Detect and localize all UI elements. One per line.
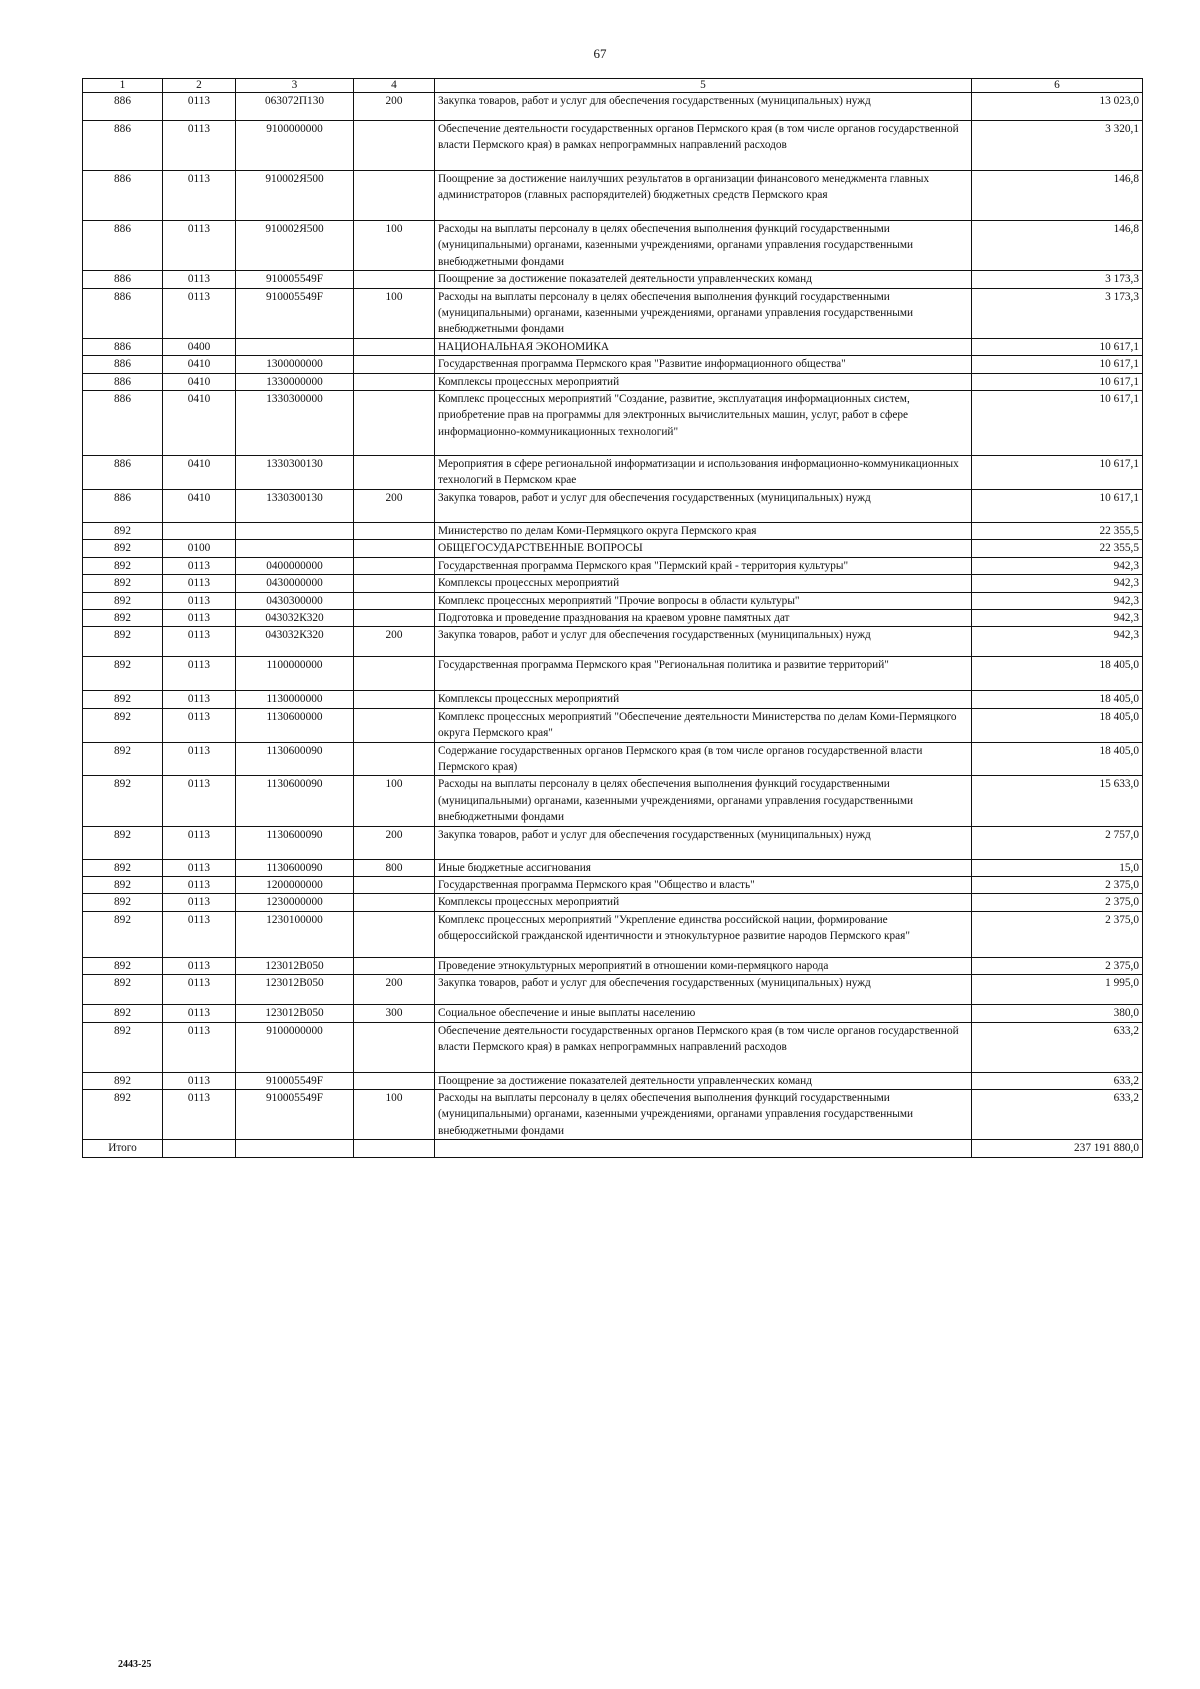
cell-description: Комплекс процессных мероприятий "Прочие вопросы в области культуры" — [435, 592, 972, 609]
cell-ministry-code: 886 — [83, 271, 163, 288]
total-row — [83, 1140, 1143, 1157]
cell-description: Комплексы процессных мероприятий — [435, 894, 972, 911]
cell-section-code: 0100 — [163, 540, 236, 557]
cell-expense-type — [354, 575, 435, 592]
cell-target-code: 9100000000 — [236, 1022, 354, 1072]
table-row — [83, 911, 1143, 957]
cell-expense-type — [354, 592, 435, 609]
cell-ministry-code: 892 — [83, 911, 163, 957]
cell-amount: 10 617,1 — [972, 338, 1143, 355]
cell-expense-type — [354, 391, 435, 456]
cell-ministry-code: 892 — [83, 742, 163, 776]
cell-target-code: 910005549F — [236, 1072, 354, 1089]
table-cell — [354, 1140, 435, 1157]
table-row — [83, 540, 1143, 557]
cell-amount: 2 375,0 — [972, 876, 1143, 893]
table-row — [83, 657, 1143, 691]
cell-target-code: 910002Я500 — [236, 171, 354, 221]
table-cell — [236, 1140, 354, 1157]
cell-expense-type — [354, 171, 435, 221]
cell-target-code: 043032К320 — [236, 609, 354, 626]
cell-amount: 146,8 — [972, 171, 1143, 221]
cell-target-code: 0400000000 — [236, 557, 354, 574]
cell-ministry-code: 892 — [83, 557, 163, 574]
cell-target-code: 1300000000 — [236, 356, 354, 373]
cell-description: Комплексы процессных мероприятий — [435, 575, 972, 592]
cell-target-code: 1330300130 — [236, 456, 354, 490]
cell-expense-type — [354, 742, 435, 776]
table-row — [83, 1072, 1143, 1089]
cell-section-code: 0113 — [163, 93, 236, 121]
cell-amount: 10 617,1 — [972, 489, 1143, 522]
table-row — [83, 826, 1143, 859]
cell-expense-type — [354, 338, 435, 355]
table-row — [83, 288, 1143, 338]
cell-expense-type: 200 — [354, 826, 435, 859]
cell-amount: 22 355,5 — [972, 540, 1143, 557]
cell-ministry-code: 892 — [83, 657, 163, 691]
cell-target-code: 1330000000 — [236, 373, 354, 390]
cell-ministry-code: 886 — [83, 288, 163, 338]
cell-section-code: 0113 — [163, 859, 236, 876]
cell-expense-type — [354, 121, 435, 171]
cell-ministry-code: 886 — [83, 456, 163, 490]
cell-expense-type: 100 — [354, 221, 435, 271]
cell-expense-type — [354, 1072, 435, 1089]
table-cell — [163, 1140, 236, 1157]
table-row — [83, 691, 1143, 708]
cell-amount: 942,3 — [972, 627, 1143, 657]
table-row — [83, 742, 1143, 776]
cell-ministry-code: 892 — [83, 592, 163, 609]
cell-expense-type — [354, 657, 435, 691]
cell-amount: 18 405,0 — [972, 708, 1143, 742]
table-row — [83, 592, 1143, 609]
cell-expense-type — [354, 1022, 435, 1072]
table-row — [83, 1022, 1143, 1072]
cell-target-code: 9100000000 — [236, 121, 354, 171]
cell-section-code: 0113 — [163, 288, 236, 338]
total-label: Итого — [83, 1140, 163, 1157]
cell-target-code: 1130000000 — [236, 691, 354, 708]
table-row — [83, 356, 1143, 373]
cell-section-code: 0410 — [163, 489, 236, 522]
cell-ministry-code: 886 — [83, 356, 163, 373]
cell-target-code — [236, 540, 354, 557]
cell-amount: 10 617,1 — [972, 356, 1143, 373]
cell-description: Расходы на выплаты персоналу в целях обеспечения выполнения функций государственными (муниципальными) органами, казенными учреждениями, органами управления государственными внебюджетными фондами — [435, 288, 972, 338]
cell-expense-type — [354, 691, 435, 708]
cell-expense-type — [354, 456, 435, 490]
cell-target-code: 1130600090 — [236, 776, 354, 826]
cell-ministry-code: 892 — [83, 859, 163, 876]
table-row — [83, 1005, 1143, 1022]
column-header: 1 — [83, 79, 163, 93]
cell-ministry-code: 892 — [83, 708, 163, 742]
cell-description: Расходы на выплаты персоналу в целях обеспечения выполнения функций государственными (муниципальными) органами, казенными учреждениями, органами управления государственными внебюджетными фондами — [435, 221, 972, 271]
cell-ministry-code: 892 — [83, 1022, 163, 1072]
cell-section-code: 0113 — [163, 708, 236, 742]
cell-expense-type: 800 — [354, 859, 435, 876]
cell-ministry-code: 886 — [83, 93, 163, 121]
column-header: 6 — [972, 79, 1143, 93]
cell-section-code: 0113 — [163, 1005, 236, 1022]
table-header-row — [83, 79, 1143, 93]
cell-description: Закупка товаров, работ и услуг для обеспечения государственных (муниципальных) нужд — [435, 627, 972, 657]
column-header: 5 — [435, 79, 972, 93]
cell-amount: 18 405,0 — [972, 742, 1143, 776]
cell-expense-type — [354, 708, 435, 742]
cell-target-code: 1230100000 — [236, 911, 354, 957]
cell-target-code: 910002Я500 — [236, 221, 354, 271]
table-row — [83, 271, 1143, 288]
cell-section-code: 0410 — [163, 356, 236, 373]
cell-target-code: 1200000000 — [236, 876, 354, 893]
table-row — [83, 876, 1143, 893]
cell-section-code: 0113 — [163, 657, 236, 691]
cell-target-code: 0430000000 — [236, 575, 354, 592]
cell-section-code: 0113 — [163, 876, 236, 893]
cell-ministry-code: 892 — [83, 540, 163, 557]
cell-section-code — [163, 522, 236, 539]
cell-ministry-code: 892 — [83, 627, 163, 657]
cell-target-code: 0430300000 — [236, 592, 354, 609]
cell-target-code: 123012В050 — [236, 957, 354, 974]
cell-description: Закупка товаров, работ и услуг для обеспечения государственных (муниципальных) нужд — [435, 975, 972, 1005]
cell-amount: 10 617,1 — [972, 373, 1143, 390]
cell-description: Государственная программа Пермского края "Общество и власть" — [435, 876, 972, 893]
column-header: 2 — [163, 79, 236, 93]
cell-amount: 633,2 — [972, 1090, 1143, 1140]
cell-section-code: 0113 — [163, 592, 236, 609]
cell-section-code: 0113 — [163, 911, 236, 957]
cell-expense-type: 100 — [354, 288, 435, 338]
table-body — [83, 93, 1143, 1140]
table-row — [83, 171, 1143, 221]
cell-section-code: 0113 — [163, 957, 236, 974]
cell-target-code: 123012В050 — [236, 1005, 354, 1022]
cell-amount: 2 375,0 — [972, 957, 1143, 974]
cell-expense-type: 200 — [354, 489, 435, 522]
cell-ministry-code: 886 — [83, 391, 163, 456]
cell-amount: 2 757,0 — [972, 826, 1143, 859]
table-row — [83, 221, 1143, 271]
cell-amount: 633,2 — [972, 1072, 1143, 1089]
cell-section-code: 0113 — [163, 627, 236, 657]
cell-description: Комплекс процессных мероприятий "Создание, развитие, эксплуатация информационных систем, приобретение прав на программы для электронных вычислительных машин, услуг, работ в сфере информационно-коммуникационных технологий" — [435, 391, 972, 456]
cell-amount: 1 995,0 — [972, 975, 1143, 1005]
cell-amount: 10 617,1 — [972, 456, 1143, 490]
cell-expense-type: 100 — [354, 1090, 435, 1140]
cell-section-code: 0113 — [163, 557, 236, 574]
table-row — [83, 575, 1143, 592]
table-row — [83, 93, 1143, 121]
cell-section-code: 0113 — [163, 271, 236, 288]
cell-description: Иные бюджетные ассигнования — [435, 859, 972, 876]
cell-section-code: 0113 — [163, 171, 236, 221]
cell-expense-type: 100 — [354, 776, 435, 826]
cell-expense-type: 300 — [354, 1005, 435, 1022]
cell-target-code — [236, 338, 354, 355]
cell-description: Комплексы процессных мероприятий — [435, 373, 972, 390]
table-row — [83, 776, 1143, 826]
cell-amount: 13 023,0 — [972, 93, 1143, 121]
cell-section-code: 0113 — [163, 776, 236, 826]
table-row — [83, 708, 1143, 742]
cell-amount: 380,0 — [972, 1005, 1143, 1022]
table-row — [83, 1090, 1143, 1140]
cell-amount: 3 173,3 — [972, 288, 1143, 338]
cell-expense-type — [354, 957, 435, 974]
cell-section-code: 0113 — [163, 894, 236, 911]
cell-section-code: 0113 — [163, 575, 236, 592]
cell-amount: 942,3 — [972, 592, 1143, 609]
cell-expense-type — [354, 609, 435, 626]
cell-target-code: 1130600000 — [236, 708, 354, 742]
cell-description: Государственная программа Пермского края "Развитие информационного общества" — [435, 356, 972, 373]
table-row — [83, 522, 1143, 539]
cell-target-code: 1230000000 — [236, 894, 354, 911]
table-row — [83, 894, 1143, 911]
cell-target-code: 043032К320 — [236, 627, 354, 657]
cell-amount: 22 355,5 — [972, 522, 1143, 539]
cell-target-code: 063072П130 — [236, 93, 354, 121]
cell-target-code: 910005549F — [236, 288, 354, 338]
cell-ministry-code: 892 — [83, 776, 163, 826]
cell-ministry-code: 892 — [83, 876, 163, 893]
cell-ministry-code: 892 — [83, 826, 163, 859]
cell-expense-type — [354, 356, 435, 373]
cell-expense-type — [354, 911, 435, 957]
cell-section-code: 0113 — [163, 1022, 236, 1072]
cell-amount: 15,0 — [972, 859, 1143, 876]
table-row — [83, 391, 1143, 456]
cell-description: Поощрение за достижение наилучших результатов в организации финансового менеджмента главных администраторов (главных распорядителей) бюджетных средств Пермского края — [435, 171, 972, 221]
table-cell — [435, 1140, 972, 1157]
cell-target-code: 1130600090 — [236, 742, 354, 776]
cell-target-code — [236, 522, 354, 539]
total-value: 237 191 880,0 — [972, 1140, 1143, 1157]
cell-amount: 146,8 — [972, 221, 1143, 271]
cell-expense-type — [354, 271, 435, 288]
cell-expense-type: 200 — [354, 93, 435, 121]
cell-description: Социальное обеспечение и иные выплаты населению — [435, 1005, 972, 1022]
cell-description: НАЦИОНАЛЬНАЯ ЭКОНОМИКА — [435, 338, 972, 355]
table-row — [83, 456, 1143, 490]
cell-ministry-code: 892 — [83, 894, 163, 911]
cell-description: Комплексы процессных мероприятий — [435, 691, 972, 708]
cell-ministry-code: 886 — [83, 171, 163, 221]
cell-target-code: 1130600090 — [236, 826, 354, 859]
cell-description: Министерство по делам Коми-Пермяцкого округа Пермского края — [435, 522, 972, 539]
table-row — [83, 489, 1143, 522]
table-row — [83, 121, 1143, 171]
cell-section-code: 0113 — [163, 742, 236, 776]
cell-amount: 2 375,0 — [972, 894, 1143, 911]
cell-ministry-code: 886 — [83, 373, 163, 390]
cell-section-code: 0113 — [163, 691, 236, 708]
cell-expense-type — [354, 557, 435, 574]
cell-description: Поощрение за достижение показателей деятельности управленческих команд — [435, 1072, 972, 1089]
column-header: 4 — [354, 79, 435, 93]
cell-description: Закупка товаров, работ и услуг для обеспечения государственных (муниципальных) нужд — [435, 93, 972, 121]
cell-target-code: 1330300130 — [236, 489, 354, 522]
cell-expense-type — [354, 373, 435, 390]
cell-expense-type — [354, 876, 435, 893]
table-row — [83, 338, 1143, 355]
cell-description: Комплекс процессных мероприятий "Обеспечение деятельности Министерства по делам Коми-Пермяцкого округа Пермского края" — [435, 708, 972, 742]
cell-description: Поощрение за достижение показателей деятельности управленческих команд — [435, 271, 972, 288]
cell-expense-type — [354, 540, 435, 557]
document-code: 2443-25 — [118, 1659, 152, 1670]
table-row — [83, 859, 1143, 876]
cell-amount: 942,3 — [972, 609, 1143, 626]
cell-amount: 18 405,0 — [972, 691, 1143, 708]
cell-amount: 3 173,3 — [972, 271, 1143, 288]
cell-description: Государственная программа Пермского края "Региональная политика и развитие территорий" — [435, 657, 972, 691]
cell-amount: 18 405,0 — [972, 657, 1143, 691]
cell-description: Закупка товаров, работ и услуг для обеспечения государственных (муниципальных) нужд — [435, 489, 972, 522]
cell-section-code: 0410 — [163, 391, 236, 456]
cell-ministry-code: 892 — [83, 575, 163, 592]
cell-description: Комплекс процессных мероприятий "Укрепление единства российской нации, формирование общероссийской гражданской идентичности и этнокультурное развитие народов Пермского края" — [435, 911, 972, 957]
cell-target-code: 123012В050 — [236, 975, 354, 1005]
cell-ministry-code: 892 — [83, 957, 163, 974]
table-row — [83, 975, 1143, 1005]
cell-amount: 3 320,1 — [972, 121, 1143, 171]
cell-section-code: 0113 — [163, 1090, 236, 1140]
table-row — [83, 557, 1143, 574]
cell-target-code: 910005549F — [236, 1090, 354, 1140]
cell-description: Подготовка и проведение празднования на краевом уровне памятных дат — [435, 609, 972, 626]
cell-description: Расходы на выплаты персоналу в целях обеспечения выполнения функций государственными (муниципальными) органами, казенными учреждениями, органами управления государственными внебюджетными фондами — [435, 1090, 972, 1140]
page-number: 67 — [593, 46, 607, 61]
table-row — [83, 609, 1143, 626]
cell-description: Мероприятия в сфере региональной информатизации и использования информационно-коммуникационных технологий в Пермском крае — [435, 456, 972, 490]
table-row — [83, 957, 1143, 974]
cell-ministry-code: 892 — [83, 1072, 163, 1089]
cell-description: Обеспечение деятельности государственных органов Пермского края (в том числе органов государственной власти Пермского края) в рамках непрограммных направлений расходов — [435, 1022, 972, 1072]
cell-ministry-code: 886 — [83, 121, 163, 171]
cell-description: Расходы на выплаты персоналу в целях обеспечения выполнения функций государственными (муниципальными) органами, казенными учреждениями, органами управления государственными внебюджетными фондами — [435, 776, 972, 826]
cell-description: ОБЩЕГОСУДАРСТВЕННЫЕ ВОПРОСЫ — [435, 540, 972, 557]
cell-description: Содержание государственных органов Пермского края (в том числе органов государственной власти Пермского края) — [435, 742, 972, 776]
cell-expense-type — [354, 894, 435, 911]
cell-expense-type: 200 — [354, 627, 435, 657]
cell-section-code: 0410 — [163, 456, 236, 490]
cell-target-code: 1100000000 — [236, 657, 354, 691]
cell-section-code: 0113 — [163, 826, 236, 859]
cell-ministry-code: 892 — [83, 691, 163, 708]
cell-section-code: 0113 — [163, 221, 236, 271]
cell-ministry-code: 892 — [83, 975, 163, 1005]
cell-amount: 633,2 — [972, 1022, 1143, 1072]
cell-section-code: 0113 — [163, 121, 236, 171]
table-row — [83, 373, 1143, 390]
cell-section-code: 0410 — [163, 373, 236, 390]
cell-ministry-code: 892 — [83, 1090, 163, 1140]
cell-amount: 942,3 — [972, 575, 1143, 592]
cell-ministry-code: 886 — [83, 338, 163, 355]
cell-description: Закупка товаров, работ и услуг для обеспечения государственных (муниципальных) нужд — [435, 826, 972, 859]
cell-amount: 15 633,0 — [972, 776, 1143, 826]
cell-ministry-code: 886 — [83, 489, 163, 522]
cell-section-code: 0113 — [163, 1072, 236, 1089]
column-header: 3 — [236, 79, 354, 93]
cell-amount: 2 375,0 — [972, 911, 1143, 957]
cell-ministry-code: 892 — [83, 1005, 163, 1022]
cell-amount: 10 617,1 — [972, 391, 1143, 456]
cell-section-code: 0113 — [163, 609, 236, 626]
cell-section-code: 0113 — [163, 975, 236, 1005]
table-row — [83, 627, 1143, 657]
cell-target-code: 1330300000 — [236, 391, 354, 456]
cell-amount: 942,3 — [972, 557, 1143, 574]
cell-description: Проведение этнокультурных мероприятий в отношении коми-пермяцкого народа — [435, 957, 972, 974]
cell-ministry-code: 892 — [83, 609, 163, 626]
cell-description: Государственная программа Пермского края "Пермский край - территория культуры" — [435, 557, 972, 574]
cell-expense-type: 200 — [354, 975, 435, 1005]
budget-table — [82, 78, 1143, 1158]
cell-section-code: 0400 — [163, 338, 236, 355]
cell-ministry-code: 886 — [83, 221, 163, 271]
cell-target-code: 910005549F — [236, 271, 354, 288]
cell-description: Обеспечение деятельности государственных органов Пермского края (в том числе органов государственной власти Пермского края) в рамках непрограммных направлений расходов — [435, 121, 972, 171]
cell-target-code: 1130600090 — [236, 859, 354, 876]
cell-ministry-code: 892 — [83, 522, 163, 539]
cell-expense-type — [354, 522, 435, 539]
